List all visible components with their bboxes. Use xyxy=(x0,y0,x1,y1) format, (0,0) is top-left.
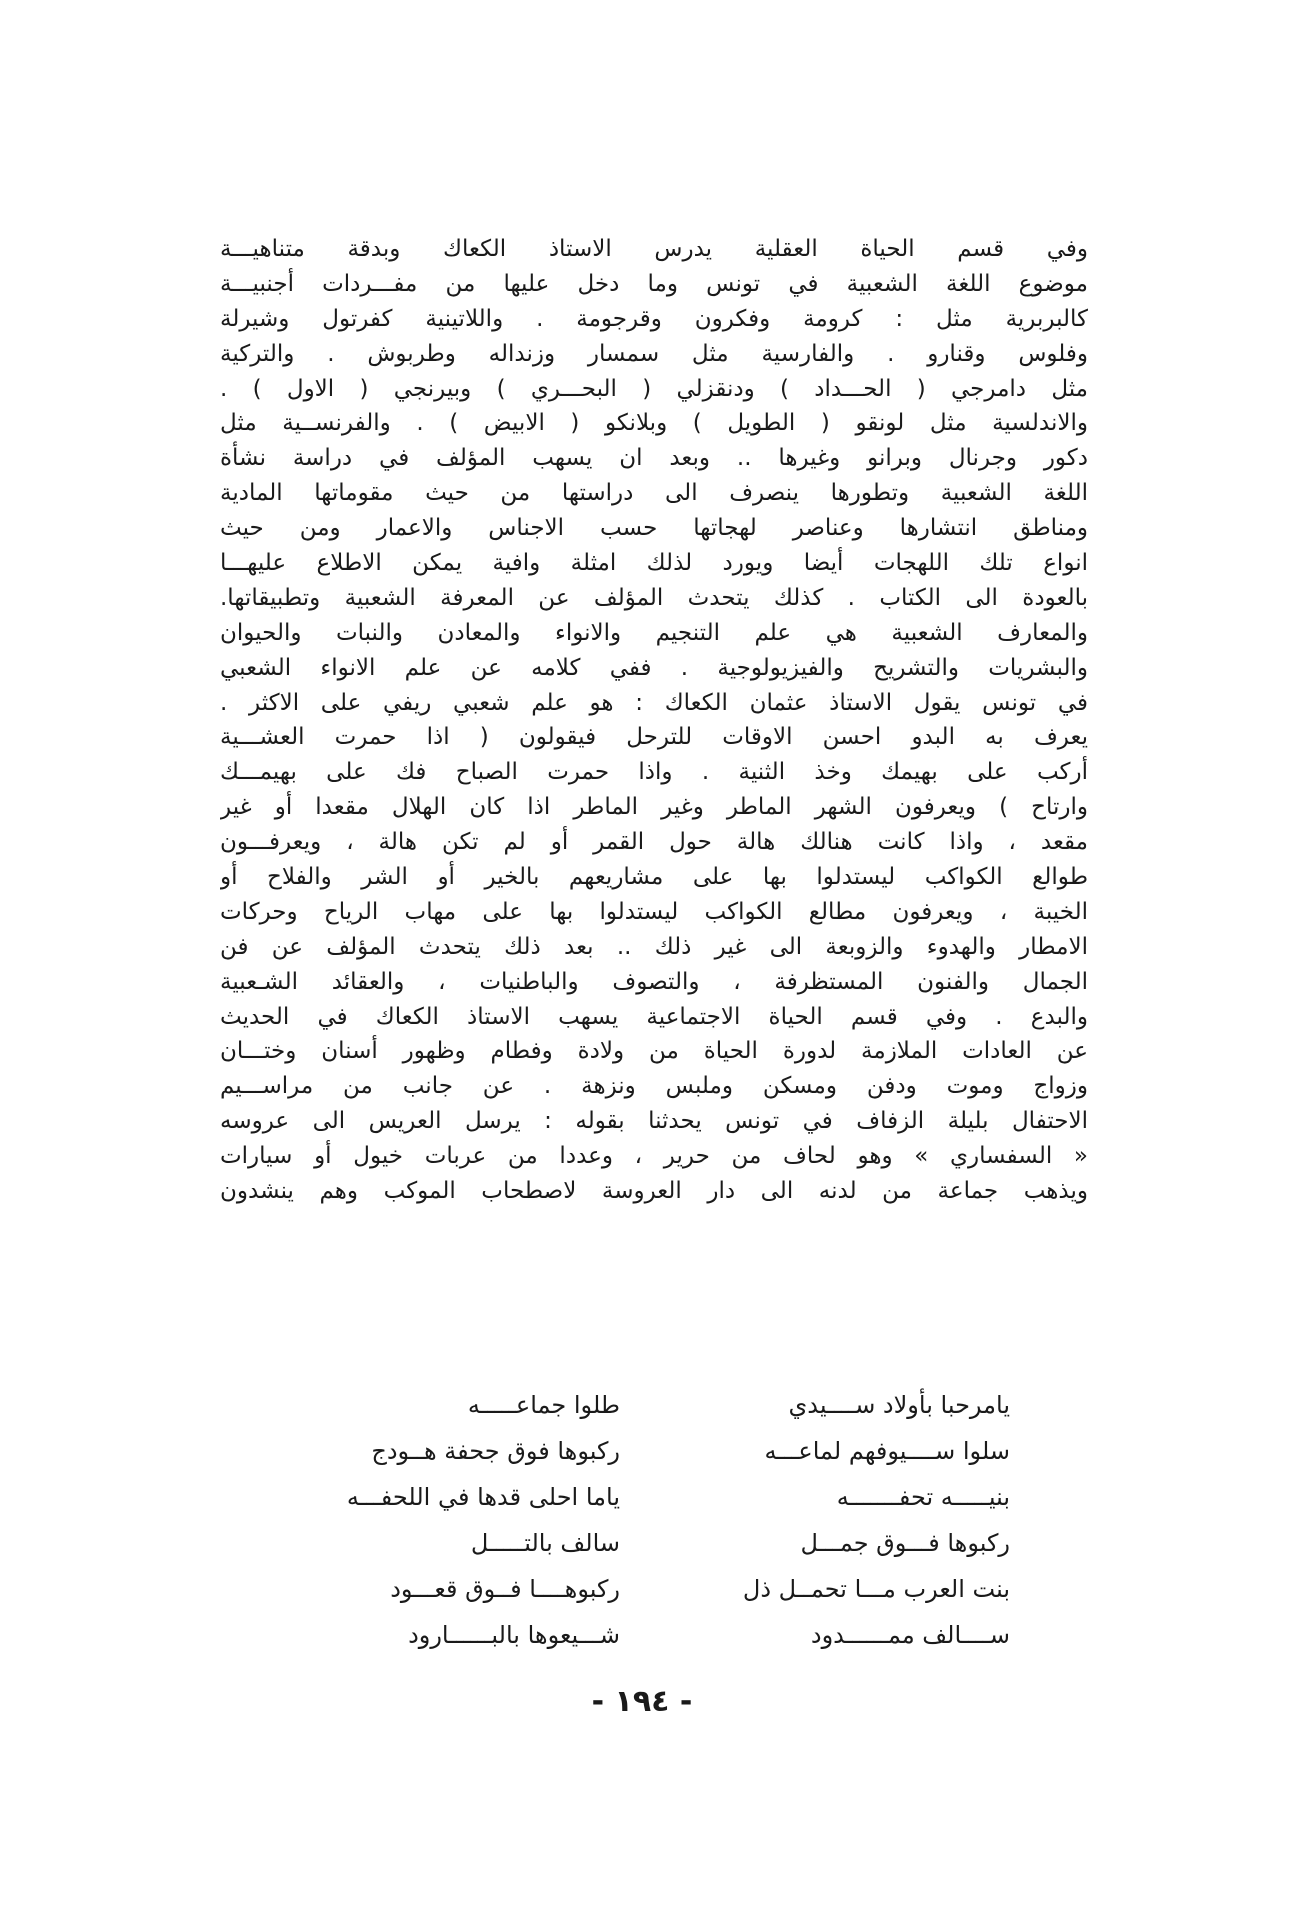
verse-second-half: ركبوهــــا فــوق قعـــود xyxy=(390,1575,620,1603)
verse-second-half: شـــيعوها بالبــــــارود xyxy=(408,1621,620,1649)
text-line: « السفساري » وهو لحاف من حرير ، وعددا من عربات خيول أو سيارات xyxy=(220,1143,1088,1170)
text-line: في تونس يقول الاستاذ عثمان الكعاك : هو علم شعبي ريفي على الاكثر . xyxy=(220,689,1088,716)
text-line: وفلوس وقنارو . والفارسية مثل سمسار وزنداله وطربوش . والتركية xyxy=(220,340,1088,367)
text-line: اللغة الشعبية وتطورها ينصرف الى دراستها من حيث مقوماتها المادية xyxy=(220,480,1088,507)
text-line: والبدع . وفي قسم الحياة الاجتماعية يسهب الاستاذ الكعاك في الحديث xyxy=(220,1003,1088,1030)
body-text xyxy=(220,232,1088,1209)
text-line: انواع تلك اللهجات أيضا ويورد لذلك امثلة وافية يمكن الاطلاع عليهـــا xyxy=(220,550,1088,577)
text-line: كالبربرية مثل : كرومة وفكرون وقرجومة . واللاتينية كفرتول وشيرلة xyxy=(220,305,1088,332)
poem-row xyxy=(280,1612,1010,1658)
verse-first-half: ســــالف ممــــــدود xyxy=(810,1621,1010,1649)
text-line: عن العادات الملازمة لدورة الحياة من ولادة وفطام وظهور أسنان وختـــان xyxy=(220,1038,1088,1065)
verse-first-half: يامرحبا بأولاد ســــيدي xyxy=(788,1391,1010,1419)
text-line: مثل دامرجي ( الحـــداد ) ودنقزلي ( البحـــري ) وبيرنجي ( الاول ) . xyxy=(220,375,1088,402)
text-line: وزواج وموت ودفن ومسكن وملبس ونزهة . عن جانب من مراســـيم xyxy=(220,1073,1088,1100)
text-line: والاندلسية مثل لونقو ( الطويل ) وبلانكو ( الابيض ) . والفرنســية مثل xyxy=(220,410,1088,437)
verse-first-half: بنيـــــه تحفـــــــه xyxy=(836,1483,1010,1511)
text-line: وارتاح ) ويعرفون الشهر الماطر وغير الماطر اذا كان الهلال مقعدا أو غير xyxy=(220,794,1088,821)
text-line: مقعد ، واذا كانت هنالك هالة حول القمر أو لم تكن هالة ، ويعرفـــون xyxy=(220,829,1088,856)
text-line: والمعارف الشعبية هي علم التنجيم والانواء والمعادن والنبات والحيوان xyxy=(220,619,1088,646)
poem-row xyxy=(280,1428,1010,1474)
poem-row xyxy=(280,1474,1010,1520)
verse-second-half: ركبوها فوق جحفة هــودج xyxy=(371,1437,620,1465)
page-number: - ١٩٤ - xyxy=(591,1684,693,1719)
text-line: الجمال والفنون المستظرفة ، والتصوف والباطنيات ، والعقائد الشـعبية xyxy=(220,968,1088,995)
text-line: دكور وجرنال وبرانو وغيرها .. وبعد ان يسهب المؤلف في دراسة نشأة xyxy=(220,445,1088,472)
verse-second-half: طلوا جماعـــــه xyxy=(467,1391,620,1419)
verse-second-half: ياما احلى قدها في اللحفـــه xyxy=(346,1483,620,1511)
poem-row xyxy=(280,1520,1010,1566)
poem-row xyxy=(280,1382,1010,1428)
poem xyxy=(280,1382,1010,1658)
text-line: ويذهب جماعة من لدنه الى دار العروسة لاصطحاب الموكب وهم ينشدون xyxy=(220,1178,1088,1205)
text-line: الامطار والهدوء والزوبعة الى غير ذلك .. بعد ذلك يتحدث المؤلف عن فن xyxy=(220,933,1088,960)
text-line: ومناطق انتشارها وعناصر لهجاتها حسب الاجناس والاعمار ومن حيث xyxy=(220,515,1088,542)
verse-first-half: ركبوها فـــوق جمـــل xyxy=(800,1529,1010,1557)
text-line: موضوع اللغة الشعبية في تونس وما دخل عليها من مفـــردات أجنبيـــة xyxy=(220,270,1088,297)
verse-first-half: بنت العرب مـــا تحمــل ذل xyxy=(742,1575,1010,1603)
text-line: يعرف به البدو احسن الاوقات للترحل فيقولون ( اذا حمرت العشـــية xyxy=(220,724,1088,751)
poem-row xyxy=(280,1566,1010,1612)
text-line: بالعودة الى الكتاب . كذلك يتحدث المؤلف عن المعرفة الشعبية وتطبيقاتها. xyxy=(220,584,1088,611)
text-line: الخيبة ، ويعرفون مطالع الكواكب ليستدلوا بها على مهاب الرياح وحركات xyxy=(220,898,1088,925)
text-line: والبشريات والتشريح والفيزيولوجية . ففي كلامه عن علم الانواء الشعبي xyxy=(220,654,1088,681)
verse-first-half: سلوا ســــيوفهم لماعـــه xyxy=(764,1437,1010,1465)
text-line: الاحتفال بليلة الزفاف في تونس يحدثنا بقوله : يرسل العريس الى عروسه xyxy=(220,1108,1088,1135)
text-line: أركب على بهيمك وخذ الثنية . واذا حمرت الصباح فك على بهيمـــك xyxy=(220,759,1088,786)
verse-second-half: سالف بالتـــــل xyxy=(470,1529,620,1557)
text-line: طوالع الكواكب ليستدلوا بها على مشاريعهم بالخير أو الشر والفلاح أو xyxy=(220,864,1088,891)
text-line: وفي قسم الحياة العقلية يدرس الاستاذ الكعاك وبدقة متناهيـــة xyxy=(220,236,1088,262)
